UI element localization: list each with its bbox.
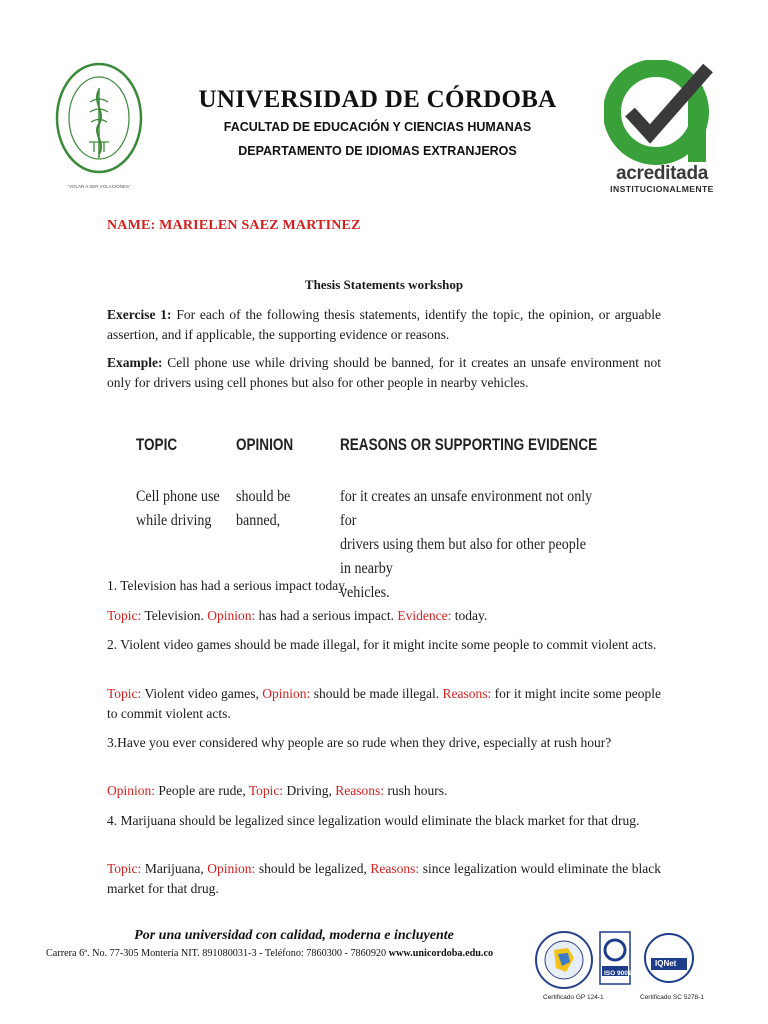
answer-text: today. xyxy=(451,608,488,623)
seal-motto: "VOLAR A SER VOLACIONES" xyxy=(67,184,131,189)
example-paragraph xyxy=(107,353,661,392)
badge-right-word: IQNet xyxy=(655,959,677,968)
answer-label: Topic: xyxy=(107,686,142,701)
student-name: MARIELEN SAEZ MARTINEZ xyxy=(159,218,361,233)
exercise-label: Exercise 1: xyxy=(107,307,172,322)
address-text: Carrera 6ª. No. 77-305 Montería NIT. 891080031-3 - Teléfono: 7860300 - 7860920 xyxy=(46,948,389,959)
university-name: UNIVERSIDAD DE CÓRDOBA xyxy=(198,86,557,113)
answer-label: Opinion: xyxy=(207,608,256,623)
item-1-statement: 1. Television has had a serious impact today. xyxy=(107,578,348,593)
footer-slogan: Por una universidad con calidad, moderna e incluyente xyxy=(134,928,454,943)
answer-text: Driving, xyxy=(283,783,336,798)
item-1-answer xyxy=(107,606,661,626)
answer-label: Reasons: xyxy=(442,686,492,701)
table-header-reasons: REASONS OR SUPPORTING EVIDENCE xyxy=(340,436,598,454)
item-4-statement: 4. Marijuana should be legalized since legalization would eliminate the black market for that drug. xyxy=(107,813,640,828)
exercise-text: For each of the following thesis statements, identify the topic, the opinion, or arguable assertion, and if applicable, the supporting evidence or reasons. xyxy=(107,307,661,342)
badge-right-caption: Certificado SC 5278-1 xyxy=(640,994,704,1001)
answer-text: has had a serious impact. xyxy=(255,608,398,623)
answer-label: Evidence: xyxy=(397,608,452,623)
table-header-opinion: OPINION xyxy=(236,436,294,454)
exercise-instructions xyxy=(107,305,661,344)
table-header-topic: TOPIC xyxy=(136,436,178,454)
answer-text: since legalization would eliminate the black market for that drug. xyxy=(107,861,661,896)
answer-label: Opinion: xyxy=(107,783,156,798)
name-label: NAME: xyxy=(107,218,156,233)
accreditation-subtitle: INSTITUCIONALMENTE xyxy=(610,184,714,194)
answer-label: Opinion: xyxy=(262,686,311,701)
department-name: DEPARTAMENTO DE IDIOMAS EXTRANJEROS xyxy=(238,144,517,158)
table-cell-reasons: for it creates an unsafe environment not only for drivers using them but also for other people in nearby vehicles. xyxy=(340,488,593,601)
answer-text: should be made illegal. xyxy=(310,686,443,701)
website-link[interactable]: www.unicordoba.edu.co xyxy=(388,948,494,959)
badge-mid-caption: ISO 9001 xyxy=(604,970,632,977)
answer-text: Marijuana, xyxy=(141,861,208,876)
answer-text: should be legalized, xyxy=(255,861,371,876)
item-3-answer xyxy=(107,781,661,801)
answer-text: Television. xyxy=(141,608,208,623)
item-2-statement: 2. Violent video games should be made illegal, for it might incite some people to commit violent acts. xyxy=(107,637,657,652)
accreditation-word: acreditada xyxy=(615,163,709,184)
example-label: Example: xyxy=(107,355,163,370)
answer-label: Opinion: xyxy=(207,861,256,876)
answer-label: Topic: xyxy=(107,861,142,876)
example-text: Cell phone use while driving should be banned, for it creates an unsafe environment not only for drivers using cell phones but also for other people in nearby vehicles. xyxy=(107,355,661,390)
answer-label: Reasons: xyxy=(370,861,420,876)
item-4-answer xyxy=(107,859,661,898)
table-cell-opinion: should be banned, xyxy=(236,488,291,529)
answer-text: People are rude, xyxy=(155,783,249,798)
answer-label: Reasons: xyxy=(335,783,385,798)
table-cell-topic: Cell phone use while driving xyxy=(136,488,220,529)
student-name-line xyxy=(107,218,361,234)
faculty-name: FACULTAD DE EDUCACIÓN Y CIENCIAS HUMANAS xyxy=(223,120,532,134)
badge-left-caption: Certificado GP 124-1 xyxy=(543,994,604,1001)
item-2-answer xyxy=(107,684,661,723)
answer-label: Topic: xyxy=(107,608,142,623)
footer-address xyxy=(46,948,493,959)
answer-text: rush hours. xyxy=(384,783,448,798)
university-seal xyxy=(54,62,144,192)
answer-text: Violent video games, xyxy=(141,686,263,701)
item-3-statement: 3.Have you ever considered why people are so rude when they drive, especially at rush hour? xyxy=(107,735,612,750)
answer-label: Topic: xyxy=(248,783,284,798)
certification-badges xyxy=(534,928,704,1004)
answer-text: for it might incite some people to commit violent acts. xyxy=(107,686,662,721)
workshop-title: Thesis Statements workshop xyxy=(304,277,464,292)
